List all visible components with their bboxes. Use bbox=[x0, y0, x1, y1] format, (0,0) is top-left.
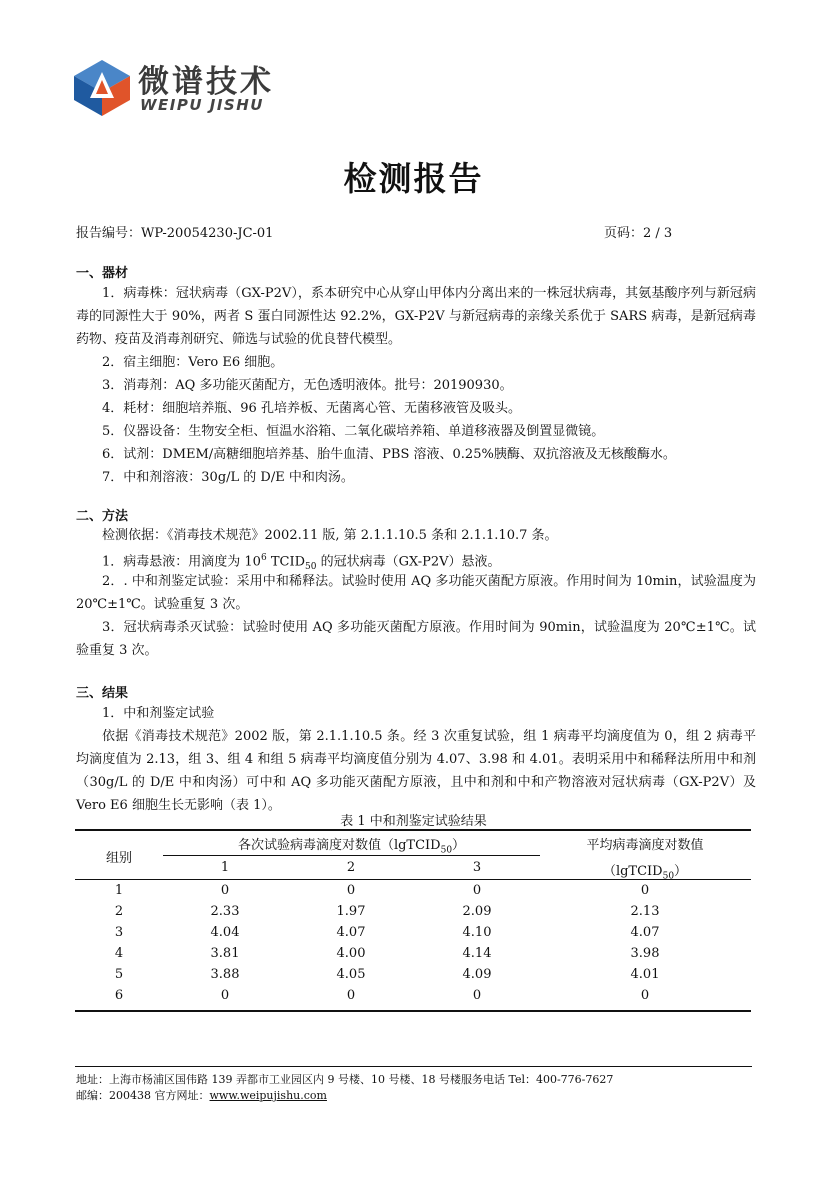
table-bottom-rule bbox=[75, 1010, 751, 1012]
table-cell-run-1: 4.04 bbox=[210, 925, 240, 940]
table-cell-run-3: 4.14 bbox=[462, 946, 492, 961]
methods-item: 1．病毒悬液：用滴度为 $10^6$ $TCID_{50}$ 的冠状病毒（GX-P2V）悬液。 bbox=[102, 553, 501, 572]
materials-item: 4．耗材：细胞培养瓶、96 孔培养板、无菌离心管、无菌移液管及吸头。 bbox=[102, 401, 521, 416]
materials-item: 6．试剂：DMEM/高糖细胞培养基、胎牛血清、PBS 溶液、0.25%胰酶、双抗溶液及无核酸酶水。 bbox=[102, 447, 676, 462]
table-cell-run-1: 2.33 bbox=[210, 904, 240, 919]
header-run-3: 3 bbox=[472, 860, 482, 875]
footer-rule bbox=[75, 1066, 752, 1067]
brand-name-cn: 微谱技术 bbox=[138, 64, 274, 100]
header-each-run: 各次试验病毒滴度对数值（lgTCID$_{50}$） bbox=[237, 838, 466, 856]
table-cell-average: 4.01 bbox=[630, 967, 660, 982]
table-cell-run-3: 0 bbox=[472, 988, 482, 1003]
website-link[interactable]: www.weipujishu.com bbox=[209, 1089, 327, 1102]
table-cell-run-1: 0 bbox=[220, 988, 230, 1003]
header-run-2: 2 bbox=[346, 860, 356, 875]
section-heading-materials: 一、器材 bbox=[76, 266, 129, 281]
table-cell-group: 2 bbox=[114, 904, 124, 919]
table-cell-group: 5 bbox=[114, 967, 124, 982]
table-cell-run-1: 3.81 bbox=[210, 946, 240, 961]
materials-item: 5．仪器设备：生物安全柜、恒温水浴箱、二氧化碳培养箱、单道移液器及倒置显微镜。 bbox=[102, 424, 605, 439]
table-cell-run-3: 4.09 bbox=[462, 967, 492, 982]
results-subheading: 1．中和剂鉴定试验 bbox=[102, 706, 215, 721]
footer-postcode: 邮编：200438 官方网址：www.weipujishu.com bbox=[76, 1089, 327, 1102]
table-top-rule bbox=[75, 829, 751, 831]
table-caption: 表 1 中和剂鉴定试验结果 bbox=[340, 814, 487, 829]
table-cell-group: 6 bbox=[114, 988, 124, 1003]
table-cell-run-2: 1.97 bbox=[336, 904, 366, 919]
results-text: 依据《消毒技术规范》2002 版，第 2.1.1.10.5 条。经 3 次重复试验，组 1 病毒平均滴度值为 0，组 2 病毒平均滴度值为 2.13，组 3、组 4 和组 5 病毒平均滴度值分别为 4.07、3.98 和 4.01。表明采用中和稀释法所用中和剂（30g/L 的 D/E 中和肉汤）可中和 AQ 多功能灭菌配方原液，且中和剂和中和产物溶液对冠状病毒（GX-P2V）及 Vero E6 细胞生长无影响（表 1）。 bbox=[76, 729, 756, 813]
table-cell-group: 3 bbox=[114, 925, 124, 940]
methods-basis: 检测依据：《消毒技术规范》2002.11 版, 第 2.1.1.10.5 条和 2.1.1.10.7 条。 bbox=[102, 528, 558, 543]
footer-address: 地址：上海市杨浦区国伟路 139 弄都市工业园区内 9 号楼、10 号楼、18 号楼服务电话 Tel：400-776-7627 bbox=[76, 1073, 614, 1086]
table-cell-run-3: 0 bbox=[472, 883, 482, 898]
table-cell-run-2: 0 bbox=[346, 883, 356, 898]
materials-item: 1．病毒株：冠状病毒（GX-P2V），系本研究中心从穿山甲体内分离出来的一株冠状病毒，其氨基酸序列与新冠病毒的同源性大于 90%，两者 S 蛋白同源性达 92.2%，GX-P2V 与新冠病毒的亲缘关系优于 SARS 病毒，是新冠病毒药物、疫苗及消毒剂研究、筛选与试验的优良替代模型。 bbox=[76, 286, 756, 347]
brand-logo bbox=[72, 58, 312, 120]
table-cell-run-2: 0 bbox=[346, 988, 356, 1003]
header-average: 平均病毒滴度对数值 bbox=[586, 838, 704, 853]
materials-item: 7．中和剂溶液：30g/L 的 D/E 中和肉汤。 bbox=[102, 470, 354, 485]
header-run-1: 1 bbox=[220, 860, 230, 875]
brand-name-en: WEIPU JISHU bbox=[140, 96, 264, 114]
materials-item: 3．消毒剂：AQ 多功能灭菌配方，无色透明液体。批号：20190930。 bbox=[102, 378, 513, 393]
table-cell-run-3: 2.09 bbox=[462, 904, 492, 919]
table-cell-run-2: 4.07 bbox=[336, 925, 366, 940]
section-heading-results: 三、结果 bbox=[76, 686, 129, 701]
methods-item: 3．冠状病毒杀灭试验：试验时使用 AQ 多功能灭菌配方原液。作用时间为 90min，试验温度为 20℃±1℃。试验重复 3 次。 bbox=[76, 620, 756, 658]
header-group: 组别 bbox=[105, 851, 132, 866]
logo-mark-icon bbox=[72, 58, 132, 118]
table-cell-average: 0 bbox=[640, 883, 650, 898]
report-title: 检测报告 bbox=[343, 159, 484, 198]
report-number: 报告编号：WP-20054230-JC-01 bbox=[76, 226, 274, 241]
table-cell-run-2: 4.00 bbox=[336, 946, 366, 961]
table-cell-run-1: 0 bbox=[220, 883, 230, 898]
table-cell-run-1: 3.88 bbox=[210, 967, 240, 982]
table-cell-average: 2.13 bbox=[630, 904, 660, 919]
methods-item: 2．. 中和剂鉴定试验：采用中和稀释法。试验时使用 AQ 多功能灭菌配方原液。作用时间为 10min，试验温度为 20℃±1℃。试验重复 3 次。 bbox=[76, 574, 756, 612]
table-cell-group: 1 bbox=[114, 883, 124, 898]
header-average-unit: （lgTCID$_{50}$） bbox=[602, 864, 688, 882]
table-cell-average: 0 bbox=[640, 988, 650, 1003]
table-cell-run-2: 4.05 bbox=[336, 967, 366, 982]
materials-item: 2．宿主细胞：Vero E6 细胞。 bbox=[102, 355, 284, 370]
table-cell-average: 3.98 bbox=[630, 946, 660, 961]
table-cell-run-3: 4.10 bbox=[462, 925, 492, 940]
table-cell-average: 4.07 bbox=[630, 925, 660, 940]
table-cell-group: 4 bbox=[114, 946, 124, 961]
page-number: 页码：2 / 3 bbox=[604, 226, 673, 241]
section-heading-methods: 二、方法 bbox=[76, 509, 129, 524]
